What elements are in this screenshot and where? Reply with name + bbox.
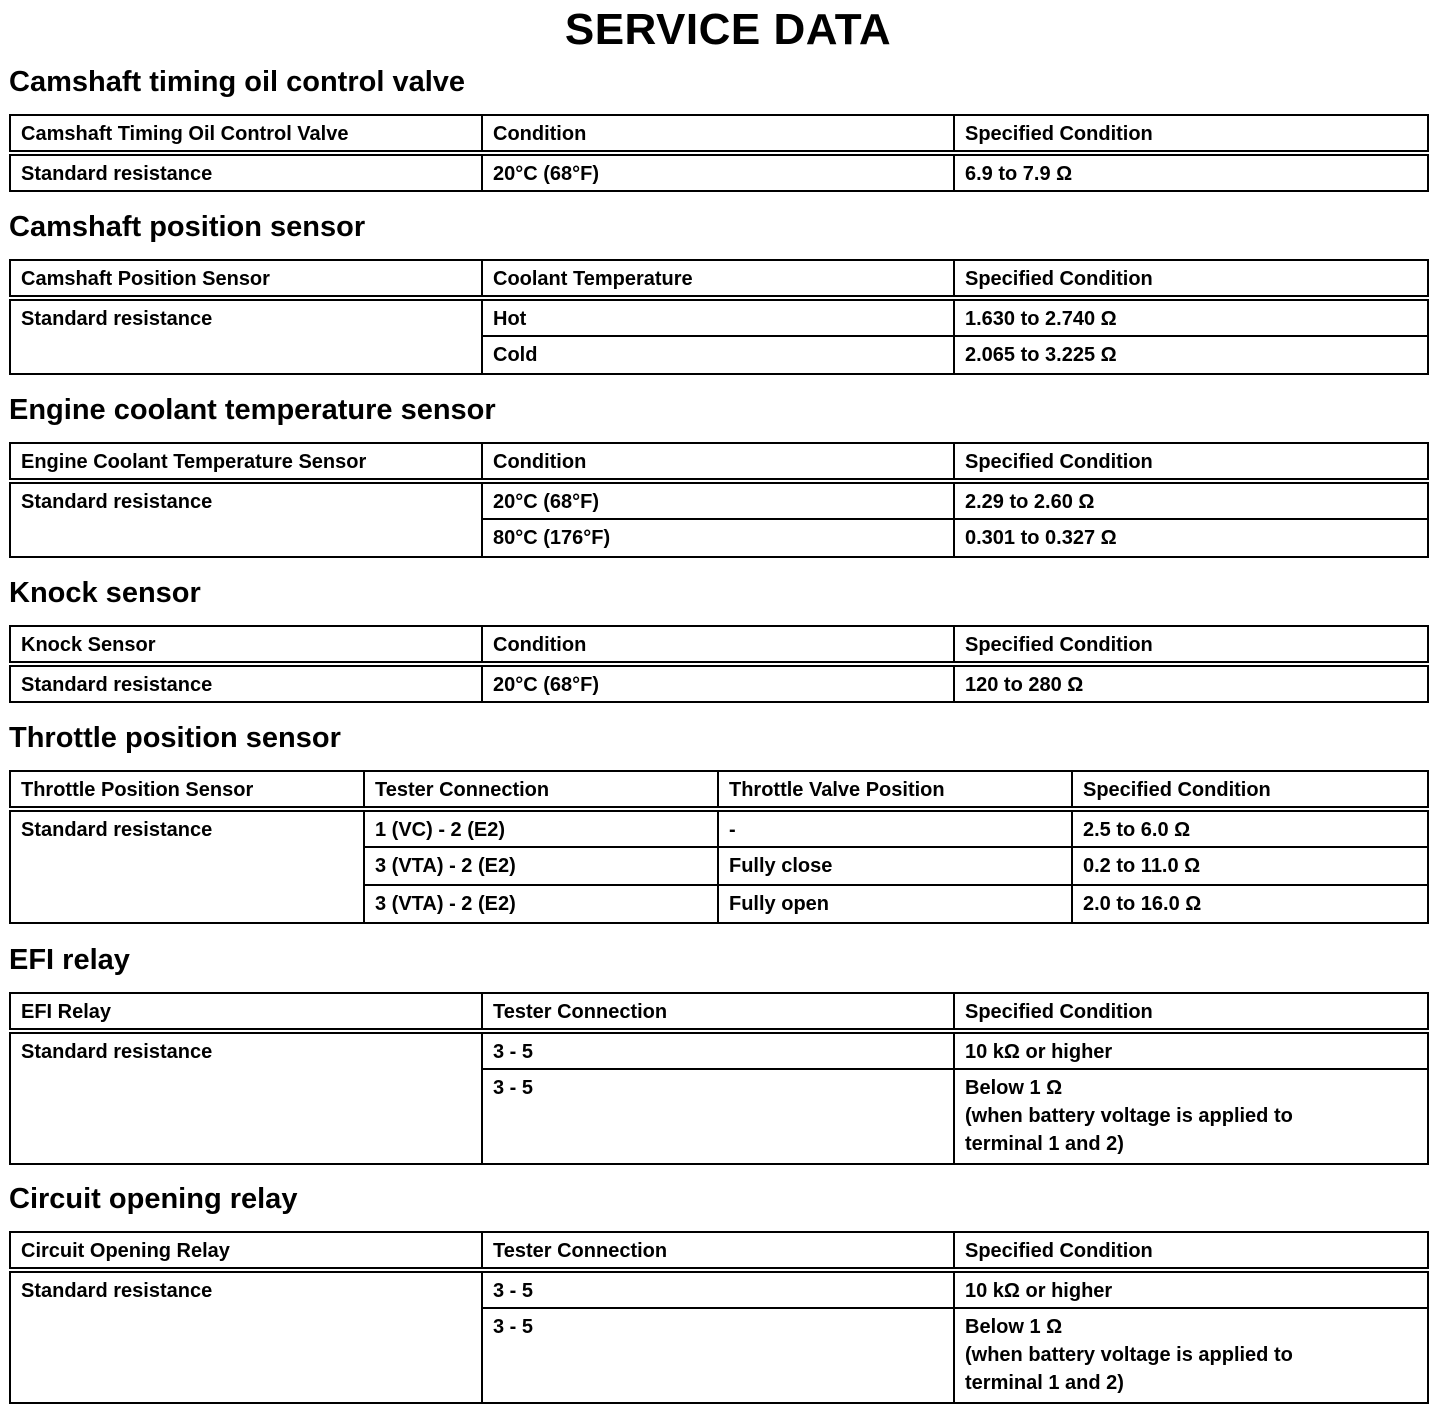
table-header-row xyxy=(10,260,1428,298)
spec-table-tps xyxy=(9,770,1429,924)
section-heading: Engine coolant temperature sensor xyxy=(9,394,496,426)
column-header: Throttle Position Sensor xyxy=(10,771,364,809)
condition-cell: Cold xyxy=(482,336,954,374)
item-cell: Standard resistance xyxy=(10,1270,482,1403)
section-ocv xyxy=(9,64,1427,185)
table-header-row xyxy=(10,1232,1428,1270)
section-heading: Circuit opening relay xyxy=(9,1183,298,1215)
table-header-row xyxy=(10,443,1428,481)
page-title: SERVICE DATA xyxy=(564,5,892,54)
spec-cell: 2.065 to 3.225 Ω xyxy=(954,336,1428,374)
spec-cell: 2.0 to 16.0 Ω xyxy=(1072,885,1428,923)
spec-cell xyxy=(954,1308,1428,1403)
column-header: Throttle Valve Position xyxy=(718,771,1072,809)
position-cell: - xyxy=(718,809,1072,847)
spec-multiline-text: Below 1 Ω (when battery voltage is applied to terminal 1 and 2) xyxy=(965,1077,1293,1155)
section-heading: Knock sensor xyxy=(9,577,201,609)
spec-cell: 10 kΩ or higher xyxy=(954,1270,1428,1308)
section-cmp xyxy=(9,209,1427,366)
spec-cell: 0.301 to 0.327 Ω xyxy=(954,519,1428,557)
column-header: Knock Sensor xyxy=(10,626,482,664)
column-header: Engine Coolant Temperature Sensor xyxy=(10,443,482,481)
table-row xyxy=(10,298,1428,336)
item-cell: Standard resistance xyxy=(10,664,482,702)
section-efi xyxy=(9,942,1427,1155)
connection-cell: 1 (VC) - 2 (E2) xyxy=(364,809,718,847)
connection-cell: 3 (VTA) - 2 (E2) xyxy=(364,847,718,885)
column-header: Coolant Temperature xyxy=(482,260,954,298)
table-header-row xyxy=(10,771,1428,809)
connection-cell: 3 - 5 xyxy=(482,1270,954,1308)
position-cell: Fully open xyxy=(718,885,1072,923)
column-header: Specified Condition xyxy=(954,626,1428,664)
column-header: Specified Condition xyxy=(954,443,1428,481)
spec-cell xyxy=(954,1069,1428,1164)
spec-table-ect xyxy=(9,442,1429,558)
spec-cell: 120 to 280 Ω xyxy=(954,664,1428,702)
section-cor xyxy=(9,1181,1427,1394)
column-header: Circuit Opening Relay xyxy=(10,1232,482,1270)
connection-cell: 3 (VTA) - 2 (E2) xyxy=(364,885,718,923)
spec-cell: 6.9 to 7.9 Ω xyxy=(954,153,1428,191)
table-row xyxy=(10,664,1428,702)
item-cell: Standard resistance xyxy=(10,809,364,923)
column-header: Specified Condition xyxy=(954,260,1428,298)
condition-cell: 20°C (68°F) xyxy=(482,664,954,702)
section-heading: Camshaft timing oil control valve xyxy=(9,66,466,98)
condition-cell: Hot xyxy=(482,298,954,336)
section-heading: Camshaft position sensor xyxy=(9,211,366,243)
connection-cell: 3 - 5 xyxy=(482,1069,954,1164)
column-header: Tester Connection xyxy=(482,993,954,1031)
condition-cell: 20°C (68°F) xyxy=(482,481,954,519)
condition-cell: 80°C (176°F) xyxy=(482,519,954,557)
column-header: Condition xyxy=(482,115,954,153)
item-cell: Standard resistance xyxy=(10,481,482,557)
section-heading: EFI relay xyxy=(9,944,130,976)
column-header: Camshaft Timing Oil Control Valve xyxy=(10,115,482,153)
item-cell: Standard resistance xyxy=(10,1031,482,1164)
spec-cell: 10 kΩ or higher xyxy=(954,1031,1428,1069)
spec-cell: 1.630 to 2.740 Ω xyxy=(954,298,1428,336)
table-header-row xyxy=(10,626,1428,664)
section-ect xyxy=(9,392,1427,549)
table-row xyxy=(10,153,1428,191)
spec-table-ocv xyxy=(9,114,1429,192)
column-header: Tester Connection xyxy=(482,1232,954,1270)
column-header: Specified Condition xyxy=(1072,771,1428,809)
column-header: Specified Condition xyxy=(954,1232,1428,1270)
spec-table-efi xyxy=(9,992,1429,1165)
table-row xyxy=(10,809,1428,847)
column-header: EFI Relay xyxy=(10,993,482,1031)
column-header: Camshaft Position Sensor xyxy=(10,260,482,298)
spec-table-cmp xyxy=(9,259,1429,375)
table-header-row xyxy=(10,993,1428,1031)
column-header: Condition xyxy=(482,443,954,481)
position-cell: Fully close xyxy=(718,847,1072,885)
spec-cell: 2.29 to 2.60 Ω xyxy=(954,481,1428,519)
table-header-row xyxy=(10,115,1428,153)
item-cell: Standard resistance xyxy=(10,153,482,191)
connection-cell: 3 - 5 xyxy=(482,1031,954,1069)
spec-cell: 0.2 to 11.0 Ω xyxy=(1072,847,1428,885)
condition-cell: 20°C (68°F) xyxy=(482,153,954,191)
connection-cell: 3 - 5 xyxy=(482,1308,954,1403)
column-header: Tester Connection xyxy=(364,771,718,809)
spec-table-knock xyxy=(9,625,1429,703)
spec-table-cor xyxy=(9,1231,1429,1404)
column-header: Specified Condition xyxy=(954,115,1428,153)
item-cell: Standard resistance xyxy=(10,298,482,374)
table-row xyxy=(10,1031,1428,1069)
section-knock xyxy=(9,575,1427,696)
table-row xyxy=(10,481,1428,519)
spec-cell: 2.5 to 6.0 Ω xyxy=(1072,809,1428,847)
column-header: Condition xyxy=(482,626,954,664)
section-tps xyxy=(9,720,1427,915)
table-row xyxy=(10,1270,1428,1308)
section-heading: Throttle position sensor xyxy=(9,722,341,754)
column-header: Specified Condition xyxy=(954,993,1428,1031)
spec-multiline-text: Below 1 Ω (when battery voltage is applied to terminal 1 and 2) xyxy=(965,1316,1293,1394)
